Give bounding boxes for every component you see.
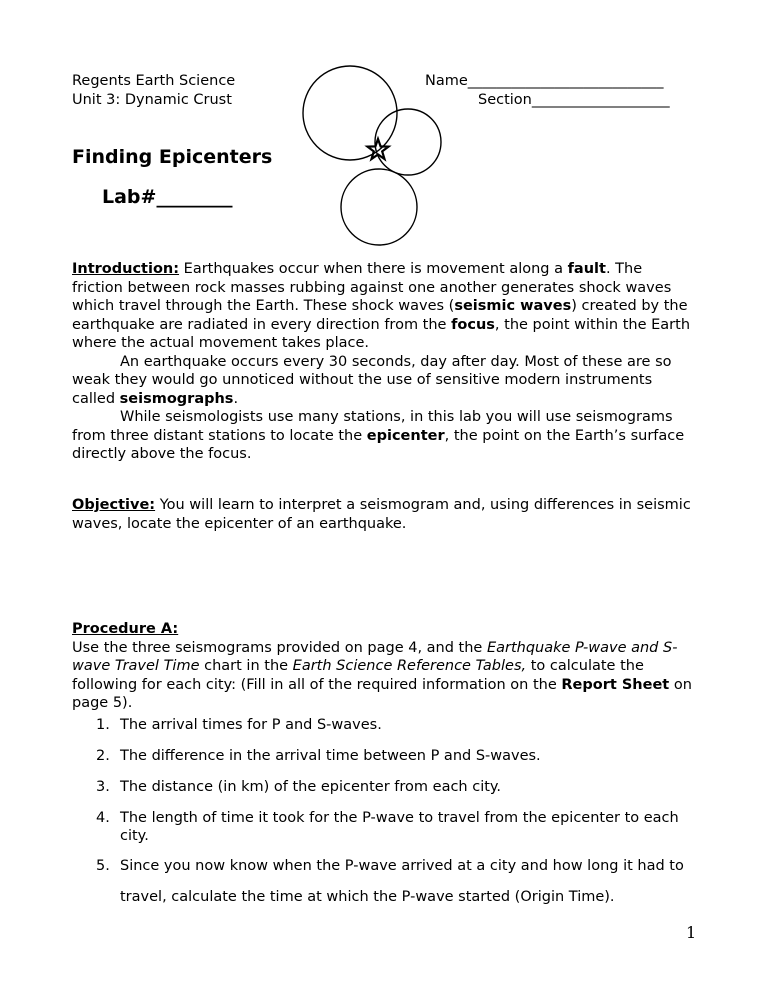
procedure-steps — [96, 716, 696, 913]
term-seismographs: seismographs — [119, 390, 234, 407]
intro-paragraph-1: Introduction: Earthquakes occur when there is movement along a fault. The friction between rock masses rubbing against one another generates shock waves which travel through the Earth. These shock waves (seismic waves) created by the earthquake are radiated in every direction from the focus, the point within the Earth where the actual movement takes place. — [72, 261, 691, 351]
chart-name: Earthquake P-wave and S-wave Travel Time — [72, 639, 678, 674]
circle-3 — [341, 169, 417, 245]
term-focus: focus — [451, 316, 495, 333]
intro-paragraph-2: An earthquake occurs every 30 seconds, day after day. Most of these are so weak they would go unnoticed without the use of sensitive modern instruments called seismographs. — [72, 353, 672, 407]
intro-paragraph-3: While seismologists use many stations, in this lab you will use seismograms from three distant stations to locate the epicenter, the point on the Earth’s surface directly above the focus. — [72, 409, 685, 462]
term-fault: fault — [567, 261, 606, 277]
report-sheet-ref: Report Sheet — [561, 676, 670, 693]
unit-name: Unit 3: Dynamic Crust — [72, 92, 232, 108]
objective-section: Objective: You will learn to interpret a seismogram and, using differences in seismic waves, locate the epicenter of an earthquake. — [72, 497, 691, 532]
procedure-heading: Procedure A: — [72, 621, 179, 637]
lab-number-field[interactable]: Lab#________ — [102, 186, 233, 208]
list-item: 3. The distance (in km) of the epicenter from each city. — [96, 779, 502, 795]
name-field[interactable]: Name___________________________ — [425, 73, 664, 89]
term-epicenter: epicenter — [366, 427, 445, 444]
reference-tables: Earth Science Reference Tables, — [292, 658, 527, 674]
page-title: Finding Epicenters — [72, 146, 273, 168]
page-number: 1 — [686, 923, 697, 942]
objective-heading: Objective: — [72, 497, 156, 513]
term-seismic-waves: seismic waves — [454, 298, 572, 314]
intro-heading: Introduction: — [72, 261, 180, 277]
circle-2 — [375, 109, 441, 175]
procedure-section — [72, 620, 692, 713]
list-item: 4. The length of time it took for the P-wave to travel from the epicenter to each city. — [96, 810, 679, 844]
list-item: 2. The difference in the arrival time between P and S-waves. — [96, 748, 541, 764]
introduction-section — [72, 260, 692, 464]
course-name: Regents Earth Science — [72, 73, 236, 89]
header-left — [72, 72, 235, 110]
list-item: 1. The arrival times for P and S-waves. — [96, 717, 382, 733]
procedure-intro: Use the three seismograms provided on page 4, and the Earthquake P-wave and S-wave Travel Time chart in the Earth Science Reference Tables, to calculate the following for each city: (Fill in all of the required information on the Report Sheet on page 5). — [72, 639, 692, 711]
section-field[interactable]: Section___________________ — [478, 92, 670, 108]
epicenter-circles-diagram — [300, 62, 450, 262]
list-item: 5. Since you now know when the P-wave arrived at a city and how long it had to travel, calculate the time at which the P-wave started (Origin Time). — [96, 858, 684, 905]
